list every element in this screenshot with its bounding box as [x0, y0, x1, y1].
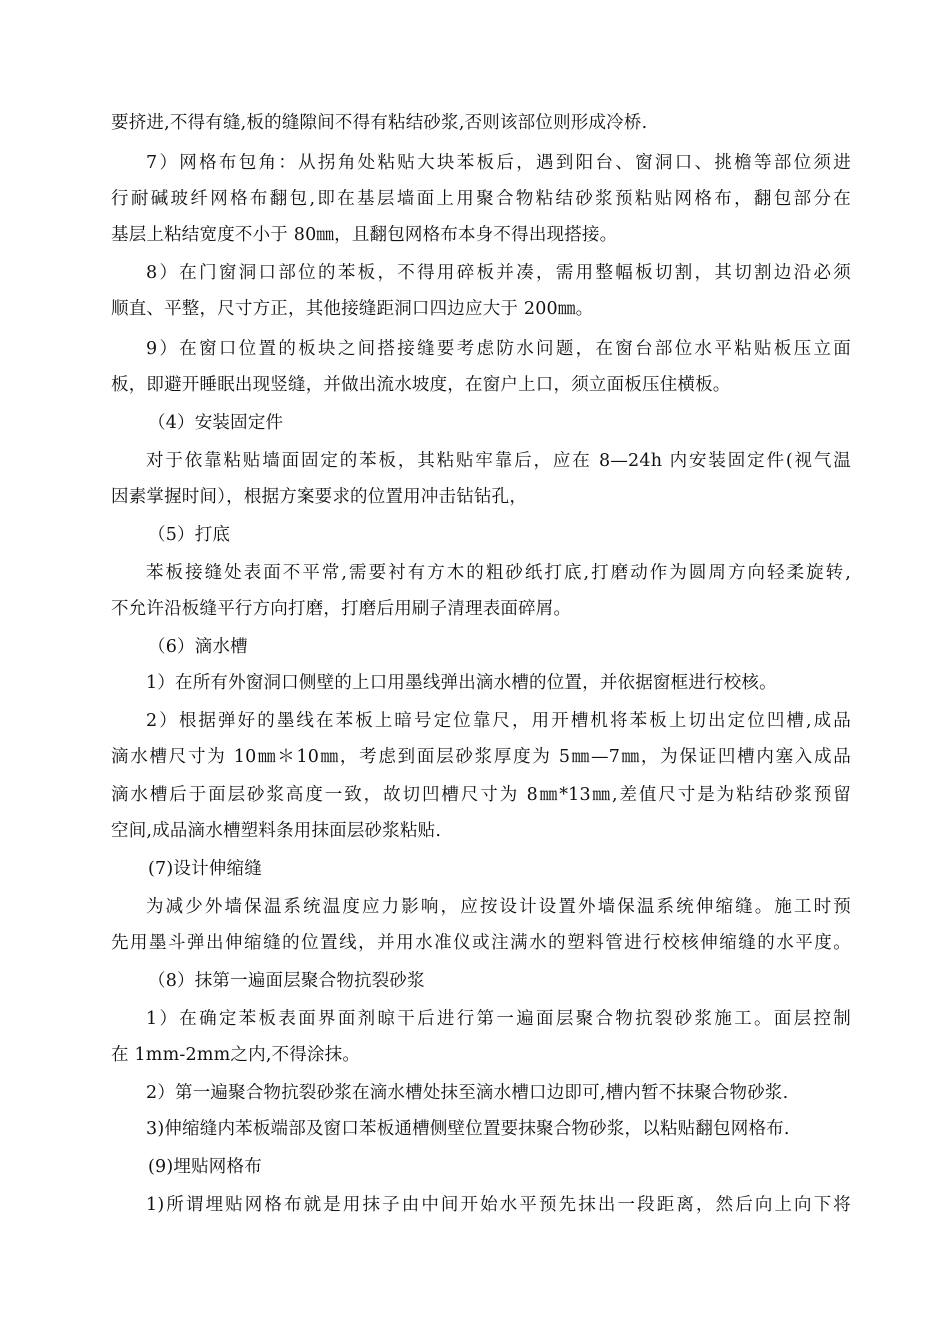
- text-line: 行耐碱玻纤网格布翻包,即在基层墙面上用聚合物粘结砂浆预粘贴网格布，翻包部分在: [111, 189, 851, 209]
- text-line: 8）在门窗洞口部位的苯板，不得用碎板并凑，需用整幅板切割，其切割边沿必须: [146, 263, 851, 283]
- section-heading: （6）滴水槽: [148, 637, 248, 657]
- text-line: 要挤进,不得有缝,板的缝隙间不得有粘结砂浆,否则该部位则形成冷桥.: [111, 113, 648, 133]
- text-line: 3)伸缩缝内苯板端部及窗口苯板通槽侧壁位置要抹聚合物砂浆，以粘贴翻包网格布.: [146, 1119, 790, 1139]
- text-line: 在 1mm-2mm之内,不得涂抹。: [111, 1045, 361, 1065]
- text-line: 滴水槽后于面层砂浆高度一致，故切凹槽尺寸为 8㎜*13㎜,差值尺寸是为粘结砂浆预留: [111, 785, 851, 805]
- text-line: 因素掌握时间），根据方案要求的位置用冲击钻钻孔，: [111, 487, 528, 507]
- text-line: 为减少外墙保温系统温度应力影响，应按设计设置外墙保温系统伸缩缝。施工时预: [146, 897, 851, 917]
- section-heading: (7)设计伸缩缝: [148, 859, 262, 879]
- text-line: 7）网格布包角：从拐角处粘贴大块苯板后，遇到阳台、窗洞口、挑檐等部位须进: [146, 153, 851, 173]
- text-line: 9）在窗口位置的板块之间搭接缝要考虑防水问题，在窗台部位水平粘贴板压立面: [146, 339, 851, 359]
- text-line: 1）在确定苯板表面界面剂晾干后进行第一遍面层聚合物抗裂砂浆施工。面层控制: [146, 1009, 851, 1029]
- text-line: 2）第一遍聚合物抗裂砂浆在滴水槽处抹至滴水槽口边即可,槽内暂不抹聚合物砂浆.: [146, 1083, 789, 1103]
- text-line: 不允许沿板缝平行方向打磨，打磨后用刷子清理表面碎屑。: [111, 599, 572, 619]
- text-line: 滴水槽尺寸为 10㎜＊10㎜，考虑到面层砂浆厚度为 5㎜—7㎜，为保证凹槽内塞入成品: [111, 747, 851, 767]
- text-line: 2）根据弹好的墨线在苯板上暗号定位靠尺，用开槽机将苯板上切出定位凹槽,成品: [146, 711, 851, 731]
- text-line: 对于依靠粘贴墙面固定的苯板，其粘贴牢靠后，应在 8—24h 内安装固定件(视气温: [146, 451, 851, 471]
- section-heading: （8）抹第一遍面层聚合物抗裂砂浆: [148, 971, 425, 991]
- text-line: 先用墨斗弹出伸缩缝的位置线，并用水准仪或注满水的塑料管进行校核伸缩缝的水平度。: [111, 933, 851, 953]
- section-heading: （5）打底: [148, 525, 231, 545]
- text-line: 1)所谓埋贴网格布就是用抹子由中间开始水平预先抹出一段距离，然后向上向下将: [146, 1195, 851, 1215]
- text-line: 1）在所有外窗洞口侧壁的上口用墨线弹出滴水槽的位置，并依据窗框进行校核。: [146, 673, 777, 693]
- text-line: 空间,成品滴水槽塑料条用抹面层砂浆粘贴.: [111, 821, 442, 841]
- section-heading: (9)埋贴网格布: [148, 1157, 262, 1177]
- section-heading: （4）安装固定件: [148, 413, 284, 433]
- text-line: 苯板接缝处表面不平常,需要衬有方木的粗砂纸打底,打磨动作为圆周方向轻柔旋转,: [146, 563, 851, 583]
- text-line: 顺直、平整，尺寸方正，其他接缝距洞口四边应大于 200㎜。: [111, 299, 594, 319]
- text-line: 板，即避开睡眠出现竖缝，并做出流水坡度，在窗户上口，须立面板压住横板。: [111, 375, 731, 395]
- text-line: 基层上粘结宽度不小于 80㎜，且翻包网格布本身不得出现搭接。: [111, 225, 618, 245]
